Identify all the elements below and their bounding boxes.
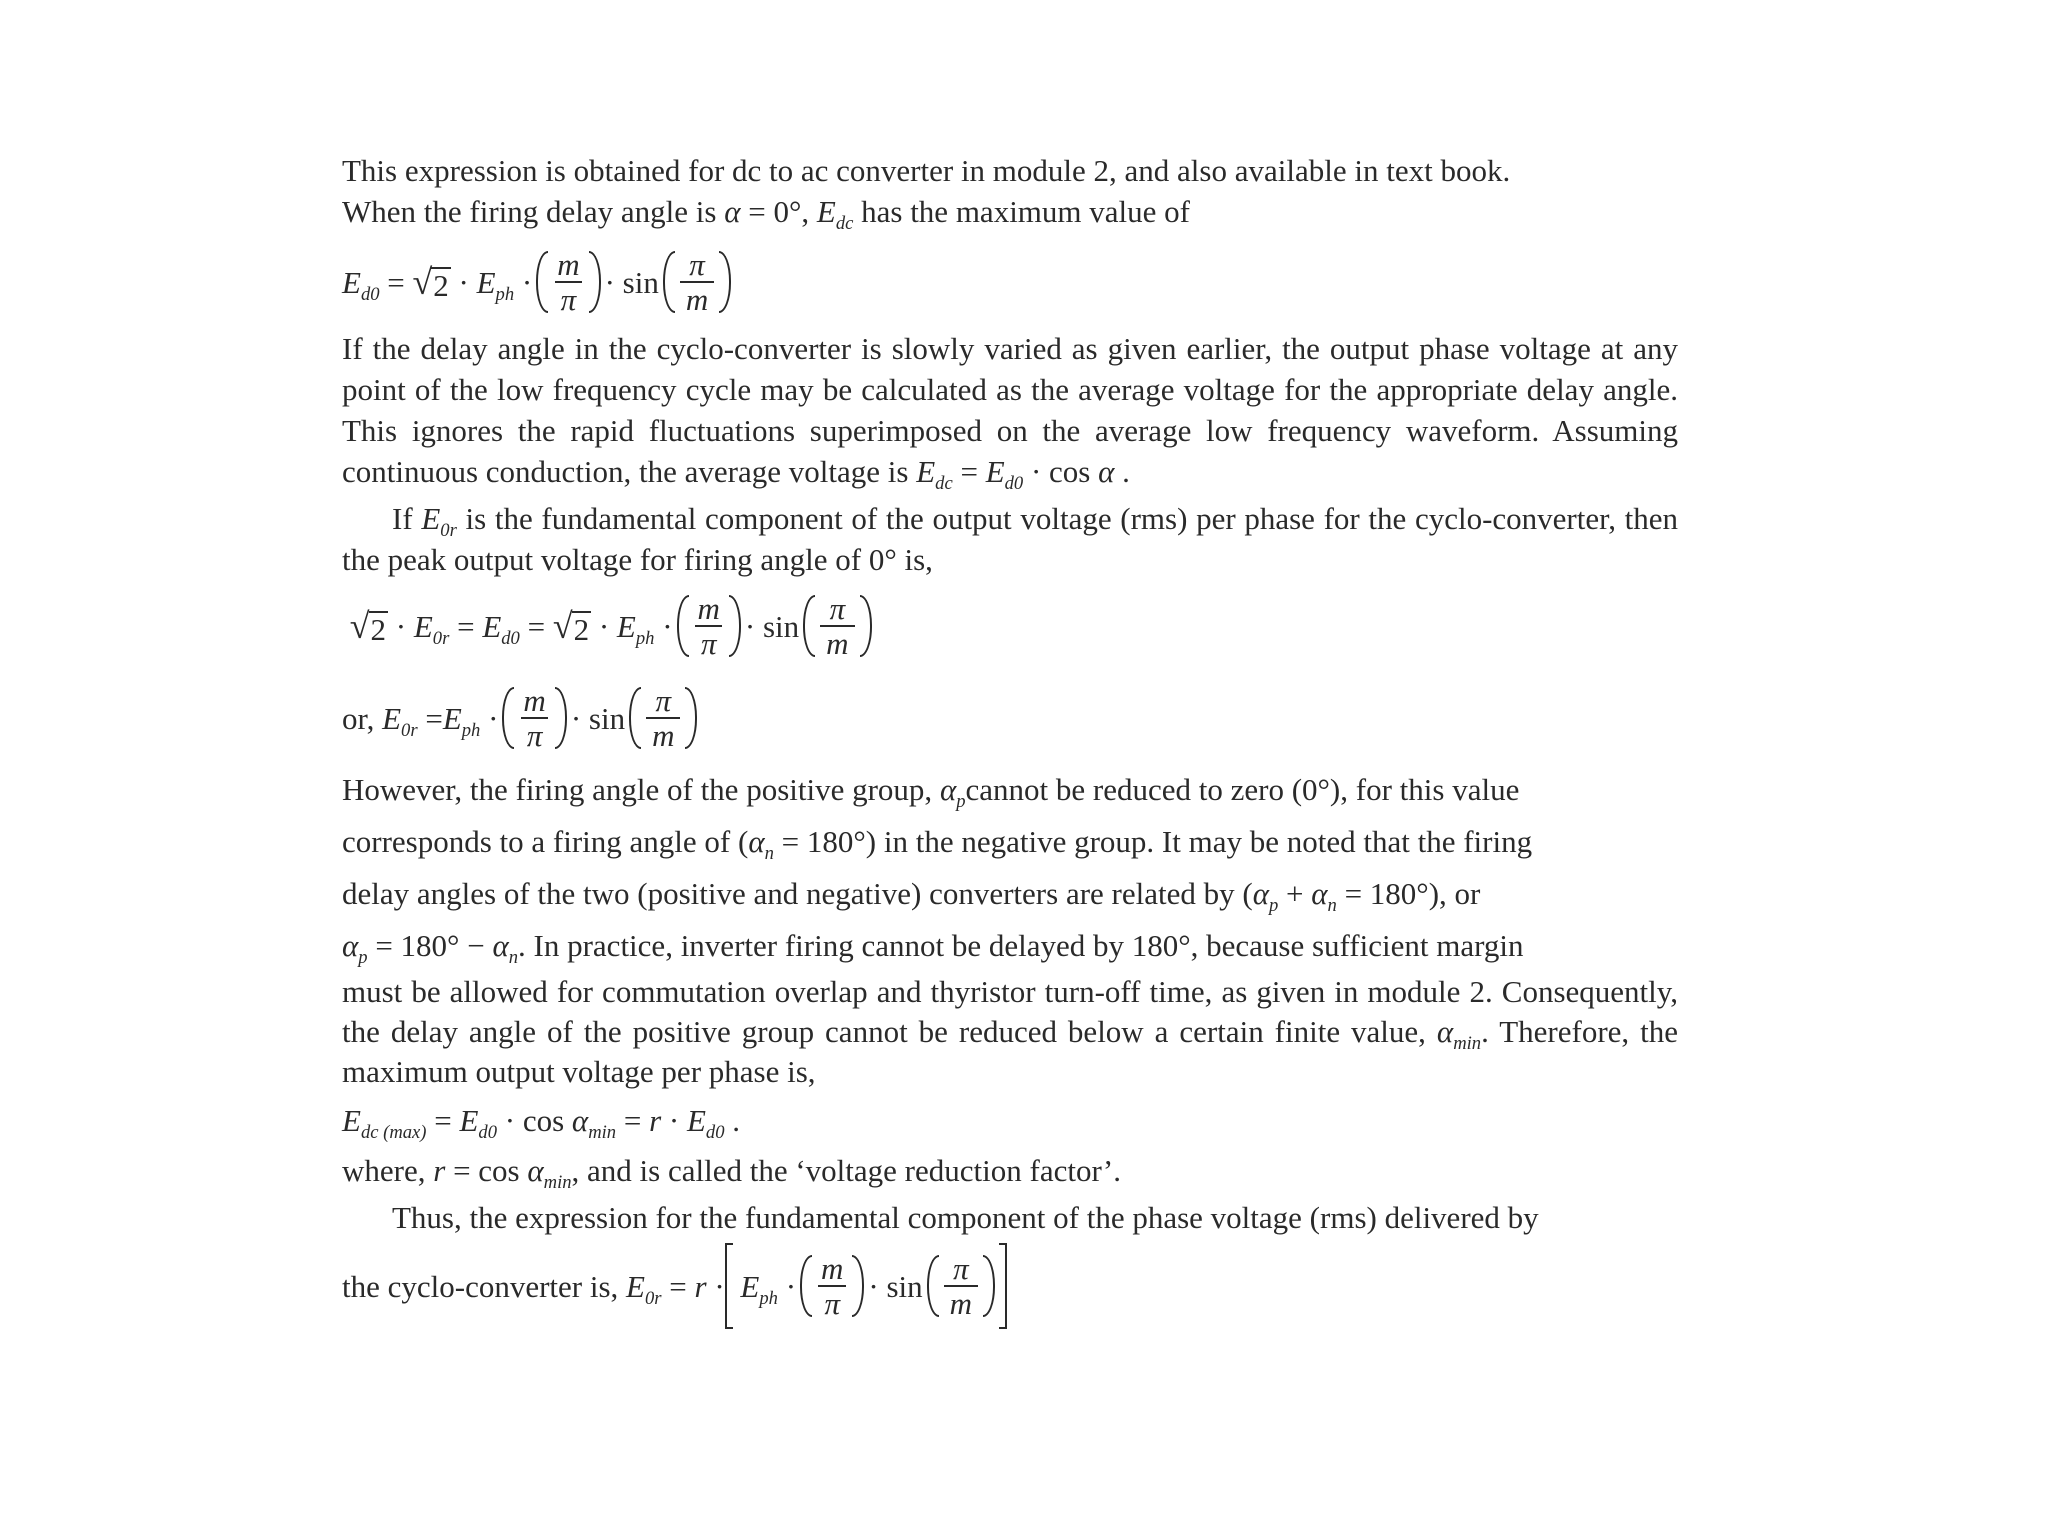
paragraph-4-line-1: However, the firing angle of the positive group, $\alpha_pcannot$ be reduced to zero (0°), for this value [342,772,1520,812]
equation-sqrt2-e0r: √ 2 · $E_{0r}$ = $E_{d0}$ = √ 2 · $E_{ph}$ · $\frac{m}{\pi}$ · sin $\frac{\pi}{m}$ [342,580,1678,672]
paragraph-4 [342,764,1678,972]
paragraph-6-line-1: Thus, the expression for the fundamental component of the phase voltage (rms) delivered by [392,1200,1539,1235]
symbol-edc: $E_{dc}$ [816,194,854,234]
equation-e0r: or, $E_{0r}$ = $E_{ph}$ · $\frac{m}{\pi}$ · sin $\frac{\pi}{m}$ [342,672,1678,764]
text: is the fundamental component of the output voltage (rms) per phase for the cyclo-converter, then the peak output voltage for firing angle of 0° is, [342,501,1678,577]
text: , and is called the ‘voltage reduction factor’. [571,1153,1121,1188]
paragraph-4-line-2: corresponds to a firing angle of $(\alpha_n = 180^\circ)$ in the negative group. It may be noted that the firing [342,824,1533,864]
text: When the firing delay angle is [342,194,717,229]
text: ), or [1428,876,1481,911]
alpha-equals-zero: α = 0° [724,194,802,229]
text: ) in the negative group. It may be noted that the firing [865,824,1533,859]
text: If the delay angle in the cyclo-converter is slowly varied as given earlier, the output phase voltage at any point of the low frequency cycle may be calculated as the average voltage for the appropriate delay angle. This ignores the rapid fluctuations superimposed on the average low frequency waveform. Assuming continuous conduction, the average voltage is [342,331,1678,489]
paragraph-3: If $E_{0r}$ is the fundamental component of the output voltage (rms) per phase for the cyclo-converter, then the peak output voltage for firing angle of 0° is, [342,501,1678,577]
paragraph-4-line-3: delay angles of the two (positive and negative) converters are related by $(\alpha_p + \alpha_n = 180^\circ)$, or [342,876,1481,916]
text: However, the firing angle of the positive group, [342,772,933,807]
equation-final-e0r: the cyclo-converter is, $E_{0r}$ = r · $E_{ph}$ · $\frac{m}{\pi}$ · sin $\frac{\pi}{m}$ [342,1238,1678,1334]
paragraph-5: where, $r = \cos \alpha_{min}$, and is called the ‘voltage reduction factor’. [342,1153,1121,1193]
text: corresponds to a firing angle of ( [342,824,749,859]
text: If [392,501,413,536]
text: the cyclo-converter is, [342,1268,619,1304]
text: . In practice, inverter firing cannot be delayed by 180°, because sufficient margin [518,928,1524,963]
text: has the maximum value of [861,194,1190,229]
paragraph-1-line-1: This expression is obtained for dc to ac converter in module 2, and also available in text book. [342,153,1511,188]
paragraph-1-line-2: When the firing delay angle is α = 0°, $E_{dc}$ has the maximum value of [342,194,1190,234]
text: must be allowed for commutation overlap and thyristor turn-off time, as given in module 2. Consequently, the delay angle of the positive group cannot be reduced below a certain finite value, [342,974,1678,1049]
text: delay angles of the two (positive and negative) converters are related by ( [342,876,1253,911]
paragraph-2: If the delay angle in the cyclo-converter is slowly varied as given earlier, the output phase voltage at any point of the low frequency cycle may be calculated as the average voltage for the appropriate delay angle. This ignores the rapid fluctuations superimposed on the average low frequency waveform. Assuming continuous conduction, the average voltage is $E_{dc} = E_{d0} \cdot \cos \alpha$ . [342,331,1678,494]
text: . Therefore, the maximum output voltage per phase is, [342,1014,1678,1089]
text: where, [342,1153,426,1188]
document-body [342,150,1678,1334]
text: cannot be reduced to zero (0°), for this value [965,772,1520,807]
paragraph-4-line-4: $\alpha_p = 180^\circ - \alpha_n$. In practice, inverter firing cannot be delayed by 180°, because sufficient margin [342,928,1524,968]
equation-edc-max: $E_{dc (max)}$ = $E_{d0}$ · cos $\alpha_{min}$ = r · $E_{d0}$ . [342,1102,741,1143]
text: or, [342,700,375,736]
paragraph-4-rest: must be allowed for commutation overlap and thyristor turn-off time, as given in module 2. Consequently, the delay angle of the positive group cannot be reduced below a certain finite value, $\alpha_{min}$. Therefore, the maximum output voltage per phase is, [342,974,1678,1089]
equation-ed0: $E_{d0}$ = √ 2 · $E_{ph}$ · $\frac{m}{\pi}$ · sin $\frac{\pi}{m}$ [342,236,1678,328]
